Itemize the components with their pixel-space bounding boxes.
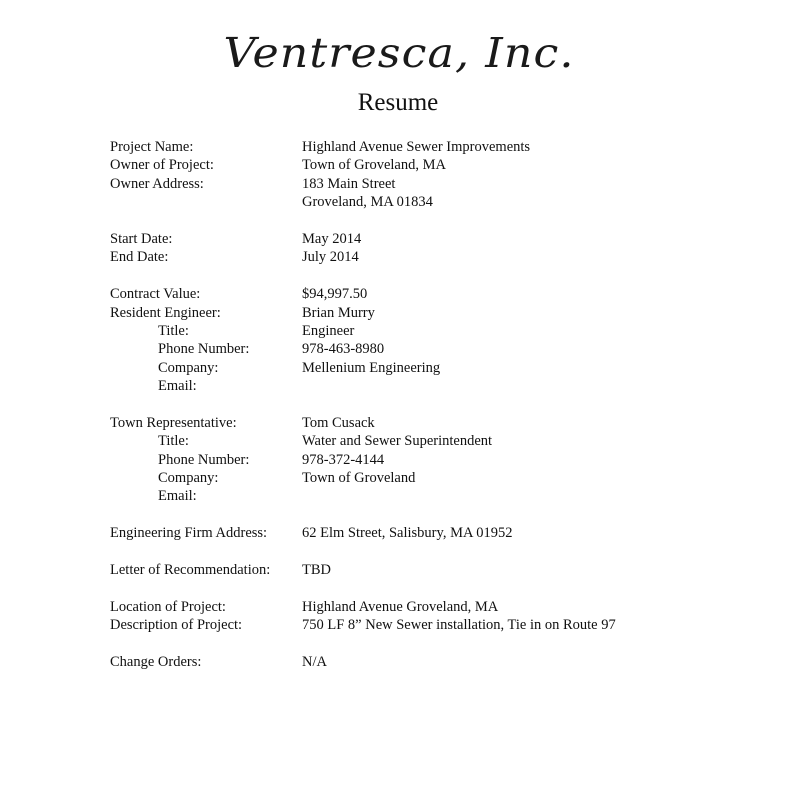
location-label: Location of Project: bbox=[110, 598, 226, 615]
town-representative-company-label: Company: bbox=[158, 470, 219, 487]
project-name-row bbox=[110, 138, 750, 156]
engineering-firm-address-row bbox=[110, 524, 750, 542]
location-value: Highland Avenue Groveland, MA bbox=[302, 598, 499, 615]
town-representative-label: Town Representative: bbox=[110, 414, 237, 431]
resident-engineer-phone-value: 978-463-8980 bbox=[302, 341, 385, 358]
town-representative-company-row bbox=[110, 469, 750, 487]
start-date-row bbox=[110, 230, 750, 248]
resident-engineer-company-label: Company: bbox=[158, 359, 219, 376]
resident-engineer-title-value: Engineer bbox=[302, 322, 355, 339]
resident-engineer-title-label: Title: bbox=[158, 322, 189, 339]
town-representative-phone-value: 978-372-4144 bbox=[302, 451, 385, 468]
letter-of-recommendation-row bbox=[110, 561, 750, 579]
owner-row bbox=[110, 156, 750, 174]
town-representative-phone-row bbox=[110, 451, 750, 469]
resident-engineer-label: Resident Engineer: bbox=[110, 304, 221, 321]
owner-address-line1: 183 Main Street bbox=[302, 175, 396, 192]
engineering-firm-address-value: 62 Elm Street, Salisbury, MA 01952 bbox=[302, 525, 513, 542]
resident-engineer-value: Brian Murry bbox=[302, 304, 375, 321]
project-name-label: Project Name: bbox=[110, 139, 194, 155]
resident-engineer-title-row bbox=[110, 322, 750, 340]
contract-value-value: $94,997.50 bbox=[302, 286, 368, 303]
project-name-value: Highland Avenue Sewer Improvements bbox=[302, 139, 531, 155]
company-logo: Ventresca, Inc. bbox=[223, 29, 575, 77]
town-representative-title-value: Water and Sewer Superintendent bbox=[302, 433, 493, 450]
town-representative-phone-label: Phone Number: bbox=[158, 451, 250, 468]
town-representative-company-value: Town of Groveland bbox=[302, 470, 416, 487]
letter-of-recommendation-label: Letter of Recommendation: bbox=[110, 561, 271, 578]
resident-engineer-email-label: Email: bbox=[158, 378, 197, 395]
document-title: Resume bbox=[357, 89, 439, 116]
contract-value-row bbox=[110, 285, 750, 303]
resident-engineer-company-value: Mellenium Engineering bbox=[302, 359, 441, 376]
contract-value-label: Contract Value: bbox=[110, 286, 201, 303]
resident-engineer-email-row bbox=[110, 377, 750, 395]
change-orders-value: N/A bbox=[302, 653, 327, 670]
location-row bbox=[110, 598, 750, 616]
owner-address-label: Owner Address: bbox=[110, 175, 204, 192]
description-row bbox=[110, 616, 750, 634]
description-label: Description of Project: bbox=[110, 617, 243, 634]
end-date-row bbox=[110, 248, 750, 266]
resume-fields bbox=[110, 138, 750, 671]
letter-of-recommendation-value: TBD bbox=[302, 561, 331, 578]
owner-address-row bbox=[110, 175, 750, 193]
description-value: 750 LF 8” New Sewer installation, Tie in on Route 97 bbox=[302, 617, 616, 634]
end-date-label: End Date: bbox=[110, 249, 169, 266]
resident-engineer-row bbox=[110, 304, 750, 322]
resident-engineer-company-row bbox=[110, 359, 750, 377]
start-date-value: May 2014 bbox=[302, 230, 362, 247]
resident-engineer-phone-label: Phone Number: bbox=[158, 341, 250, 358]
resident-engineer-phone-row bbox=[110, 340, 750, 358]
town-representative-value: Tom Cusack bbox=[302, 414, 375, 431]
engineering-firm-address-label: Engineering Firm Address: bbox=[110, 525, 268, 542]
owner-address-line2: Groveland, MA 01834 bbox=[302, 194, 433, 211]
change-orders-label: Change Orders: bbox=[110, 653, 202, 670]
owner-address-row-2 bbox=[110, 193, 750, 211]
town-representative-title-label: Title: bbox=[158, 433, 189, 450]
town-representative-row bbox=[110, 414, 750, 432]
town-representative-title-row bbox=[110, 432, 750, 450]
end-date-value: July 2014 bbox=[302, 249, 359, 266]
change-orders-row bbox=[110, 653, 750, 671]
owner-value: Town of Groveland, MA bbox=[302, 157, 446, 174]
start-date-label: Start Date: bbox=[110, 230, 173, 247]
town-representative-email-label: Email: bbox=[158, 488, 197, 505]
town-representative-email-row bbox=[110, 487, 750, 505]
owner-label: Owner of Project: bbox=[110, 157, 214, 174]
